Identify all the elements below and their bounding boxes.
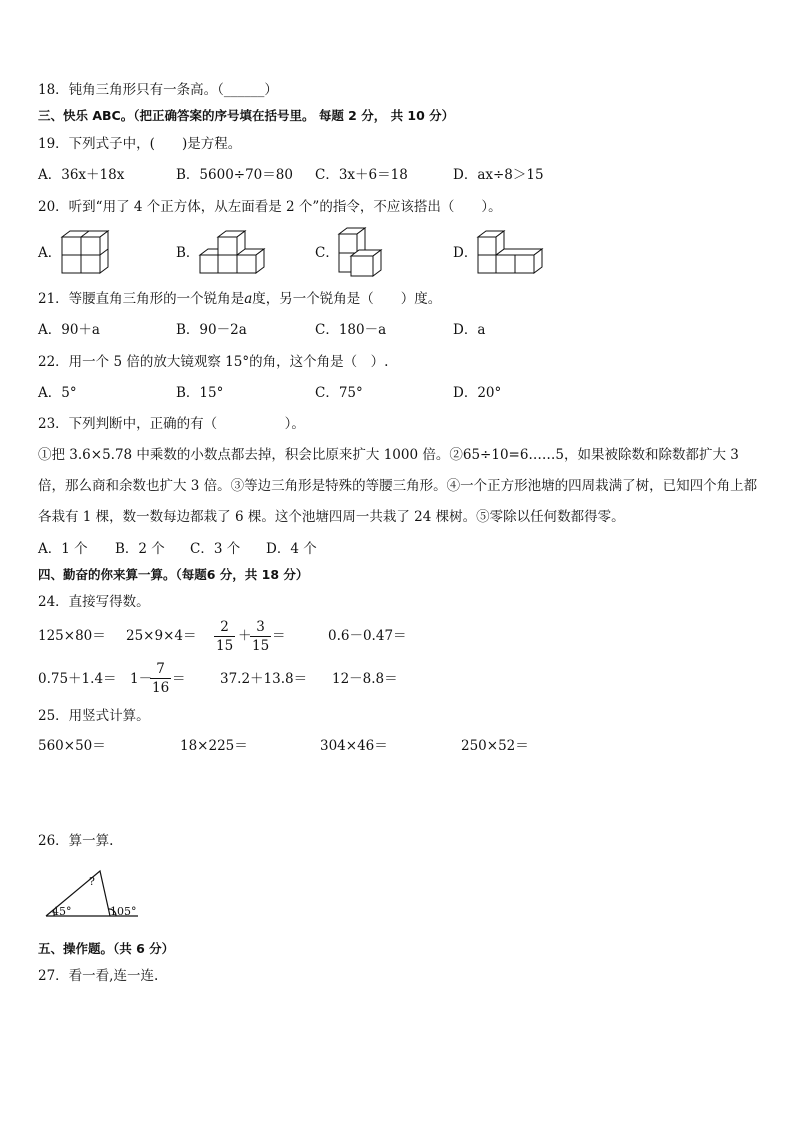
fraction-denominator: 16	[152, 680, 170, 696]
q21-stem-after: 度，另一个锐角是（ ）度。	[252, 291, 442, 307]
q25-item-1: 560×50＝	[38, 738, 106, 754]
q21-option-b: B．90－2a	[176, 322, 247, 338]
question-23-body: ①把 3.6×5.78 中乘数的小数点都去掉，积会比原来扩大 1000 倍。②65÷10=6……5，如果被除数和除数都扩大 3 倍，那么商和余数也扩大 3 倍。③等边三角形是特殊的等腰三角形。④一个正方形池塘的四周栽满了树，已知四个角上都各栽有 1 棵，数一数每边都栽了 6 棵。这个池塘四周一共栽了 24 棵树。⑤零除以任何数都得零。	[38, 447, 758, 525]
q21-variable-a: a	[244, 291, 253, 307]
question-21-stem	[38, 290, 441, 308]
section-4-heading: 四、勤奋的你来算一算。（每题6 分，共 18 分）	[38, 567, 309, 582]
q24-item-6-equals: ＝	[172, 671, 186, 687]
question-26-stem: 26．算一算.	[38, 833, 114, 849]
q24-item-8: 12－8.8＝	[332, 671, 398, 687]
q20-figure-a-cubes	[60, 229, 110, 275]
q20-option-b-label: B．	[176, 245, 200, 261]
question-25-stem: 25．用竖式计算。	[38, 708, 150, 724]
q25-item-2: 18×225＝	[180, 738, 248, 754]
question-19-stem: 19．下列式子中，( )是方程。	[38, 136, 242, 152]
q26-angle-105-label: 105°	[110, 905, 137, 918]
q22-option-c: C．75°	[315, 385, 363, 401]
q24-fraction-2-15	[214, 618, 235, 655]
q24-equals-sign: ＝	[272, 628, 286, 644]
question-24-stem: 24．直接写得数。	[38, 594, 150, 610]
q24-fraction-7-16	[150, 660, 171, 697]
q20-figure-c-cubes	[337, 226, 387, 278]
question-22-stem: 22．用一个 5 倍的放大镜观察 15°的角，这个角是（ ）.	[38, 354, 389, 370]
section-3-heading: 三、快乐 ABC。（把正确答案的序号填在括号里。 每题 2 分， 共 10 分）	[38, 108, 455, 123]
q25-item-4: 250×52＝	[461, 738, 529, 754]
q21-option-d: D．a	[453, 322, 486, 338]
q20-option-c-label: C．	[315, 245, 339, 261]
q21-option-c: C．180－a	[315, 322, 387, 338]
q26-unknown-angle-label: ?	[89, 875, 95, 888]
q19-option-c: C．3x＋6＝18	[315, 167, 408, 183]
q23-option-b: B．2 个	[115, 541, 165, 557]
q24-item-1: 125×80＝	[38, 628, 106, 644]
fraction-denominator: 15	[252, 638, 270, 654]
question-27-stem: 27．看一看,连一连.	[38, 968, 159, 984]
q20-option-d-label: D．	[453, 245, 478, 261]
q22-option-a: A．5°	[38, 385, 77, 401]
question-23-stem: 23．下列判断中，正确的有（ ）。	[38, 416, 305, 432]
q19-option-b: B．5600÷70＝80	[176, 167, 293, 183]
q23-option-a: A．1 个	[38, 541, 88, 557]
q25-item-3: 304×46＝	[320, 738, 388, 754]
q24-plus-sign: ＋	[238, 628, 252, 644]
q21-option-a: A．90＋a	[38, 322, 100, 338]
q20-option-a-label: A．	[38, 245, 62, 261]
q24-fraction-3-15	[250, 618, 271, 655]
q24-item-7: 37.2＋13.8＝	[220, 671, 308, 687]
q24-item-4: 0.6－0.47＝	[328, 628, 407, 644]
q26-angle-45-label: 45°	[52, 905, 72, 918]
q19-option-d: D．ax÷8＞15	[453, 167, 544, 183]
fraction-numerator: 3	[256, 619, 265, 635]
q20-figure-b-cubes	[198, 229, 268, 275]
q22-option-b: B．15°	[176, 385, 224, 401]
q24-item-2: 25×9×4＝	[126, 628, 197, 644]
q20-figure-d-cubes	[476, 229, 546, 275]
q24-item-5: 0.75＋1.4＝	[38, 671, 117, 687]
q23-option-c: C．3 个	[190, 541, 241, 557]
q19-option-a: A．36x＋18x	[38, 167, 125, 183]
q22-option-d: D．20°	[453, 385, 502, 401]
question-18: 18．钝角三角形只有一条高。（______）	[38, 82, 278, 98]
q23-option-d: D．4 个	[266, 541, 317, 557]
fraction-denominator: 15	[216, 638, 234, 654]
question-20-stem: 20．听到“用了 4 个正方体，从左面看是 2 个”的指令，不应该搭出（ ）。	[38, 199, 502, 215]
section-5-heading: 五、操作题。（共 6 分）	[38, 941, 175, 956]
fraction-numerator: 7	[156, 661, 165, 677]
q21-stem-before: 21．等腰直角三角形的一个锐角是	[38, 291, 245, 307]
q24-item-6-prefix: 1－	[130, 671, 153, 687]
fraction-numerator: 2	[220, 619, 229, 635]
